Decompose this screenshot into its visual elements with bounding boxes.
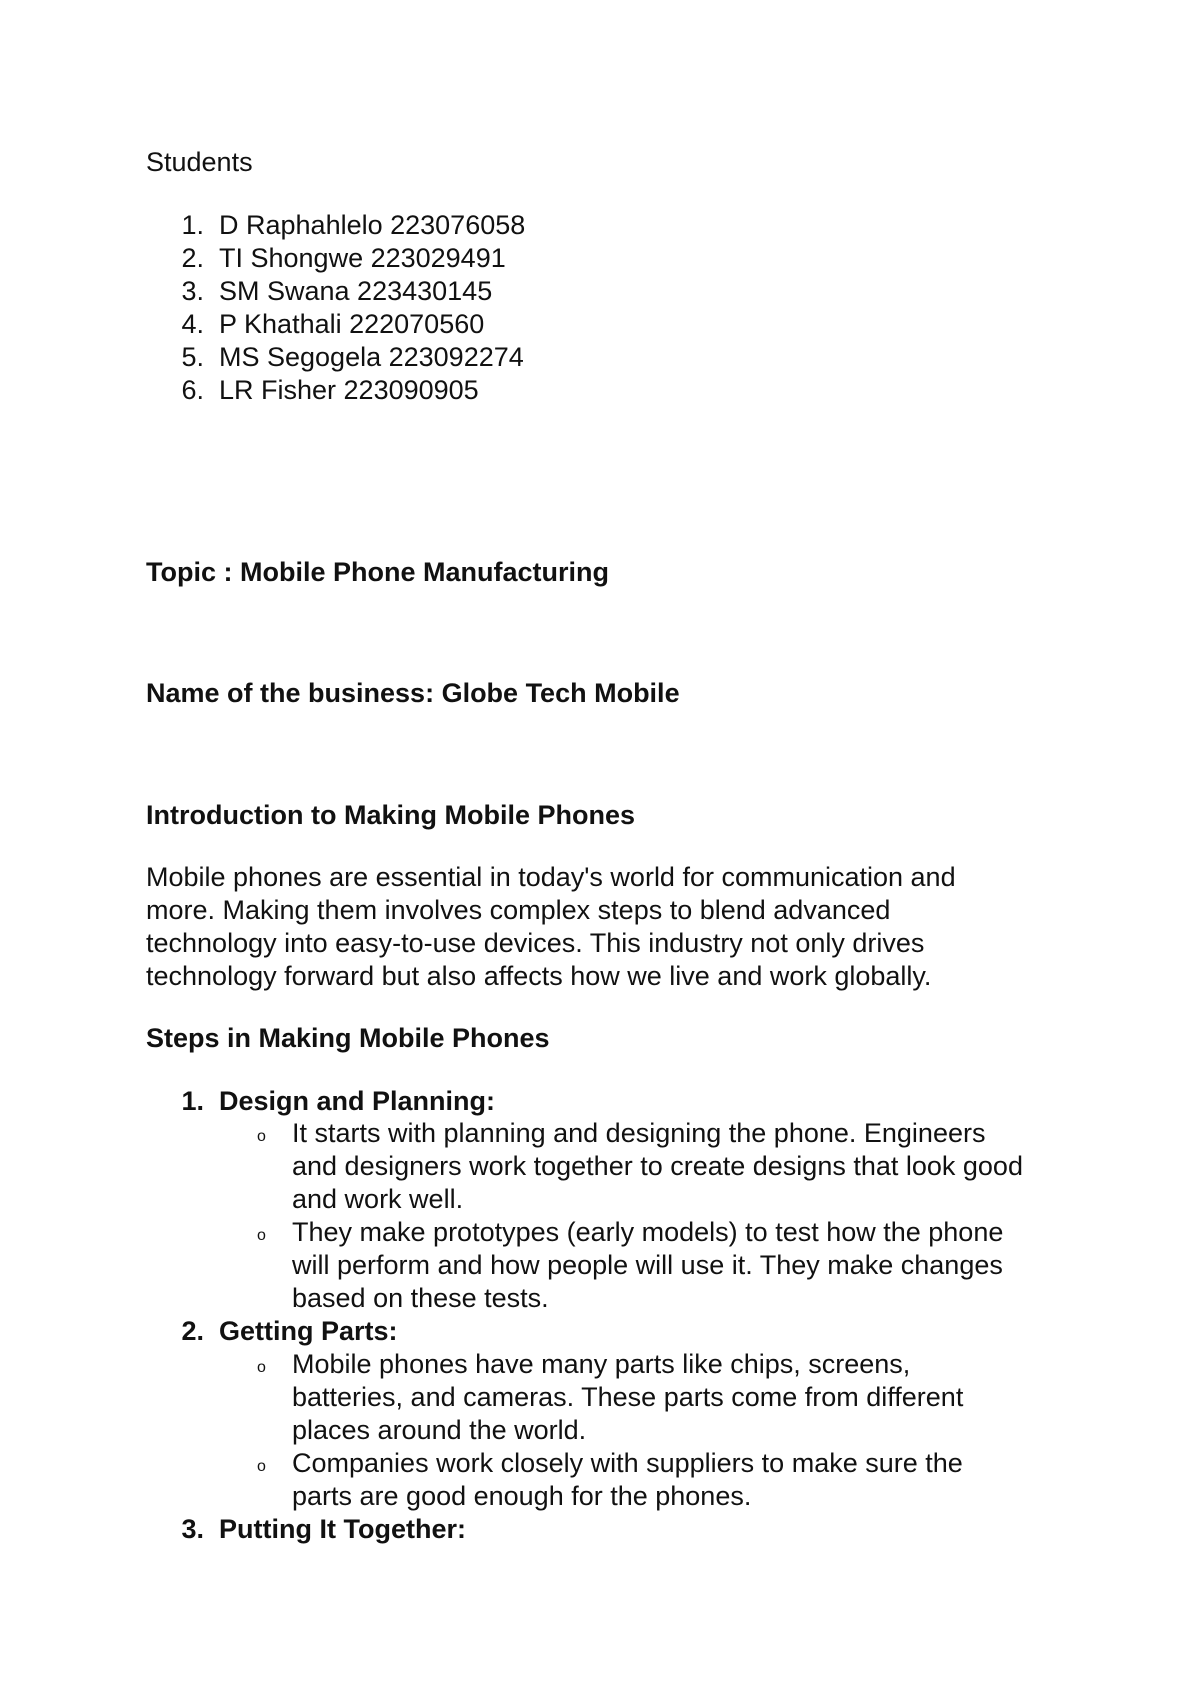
students-heading: Students xyxy=(146,147,253,177)
bullet-icon: o xyxy=(257,1128,266,1145)
student-item: D Raphahlelo 223076058 xyxy=(219,210,526,240)
list-number: 4. xyxy=(181,309,204,339)
paragraph-line: Mobile phones are essential in today's world for communication and xyxy=(146,862,956,892)
step-title: Design and Planning: xyxy=(219,1086,496,1116)
bullet-line: It starts with planning and designing the phone. Engineers xyxy=(292,1118,986,1148)
list-number: 3. xyxy=(181,276,204,306)
step-title: Putting It Together: xyxy=(219,1514,466,1544)
intro-heading: Introduction to Making Mobile Phones xyxy=(146,800,635,830)
list-number: 2. xyxy=(181,243,204,273)
steps-heading: Steps in Making Mobile Phones xyxy=(146,1023,550,1053)
student-item: LR Fisher 223090905 xyxy=(219,375,479,405)
student-item: MS Segogela 223092274 xyxy=(219,342,524,372)
bullet-line: places around the world. xyxy=(292,1415,587,1445)
bullet-line: Companies work closely with suppliers to make sure the xyxy=(292,1448,963,1478)
bullet-icon: o xyxy=(257,1227,266,1244)
bullet-line: parts are good enough for the phones. xyxy=(292,1481,752,1511)
list-number: 1. xyxy=(181,1086,204,1116)
paragraph-line: technology into easy-to-use devices. This industry not only drives xyxy=(146,928,925,958)
bullet-line: and work well. xyxy=(292,1184,464,1214)
paragraph-line: more. Making them involves complex steps to blend advanced xyxy=(146,895,891,925)
list-number: 1. xyxy=(181,210,204,240)
bullet-line: will perform and how people will use it. They make changes xyxy=(292,1250,1003,1280)
student-item: TI Shongwe 223029491 xyxy=(219,243,506,273)
list-number: 3. xyxy=(181,1514,204,1544)
bullet-line: batteries, and cameras. These parts come from different xyxy=(292,1382,964,1412)
list-number: 5. xyxy=(181,342,204,372)
bullet-line: They make prototypes (early models) to test how the phone xyxy=(292,1217,1004,1247)
bullet-icon: o xyxy=(257,1458,266,1475)
business-name-heading: Name of the business: Globe Tech Mobile xyxy=(146,678,680,708)
step-title: Getting Parts: xyxy=(219,1316,398,1346)
paragraph-line: technology forward but also affects how we live and work globally. xyxy=(146,961,932,991)
bullet-line: Mobile phones have many parts like chips, screens, xyxy=(292,1349,911,1379)
list-number: 2. xyxy=(181,1316,204,1346)
bullet-line: and designers work together to create designs that look good xyxy=(292,1151,1023,1181)
student-item: SM Swana 223430145 xyxy=(219,276,493,306)
bullet-line: based on these tests. xyxy=(292,1283,549,1313)
bullet-icon: o xyxy=(257,1359,266,1376)
topic-heading: Topic : Mobile Phone Manufacturing xyxy=(146,557,609,587)
student-item: P Khathali 222070560 xyxy=(219,309,485,339)
list-number: 6. xyxy=(181,375,204,405)
